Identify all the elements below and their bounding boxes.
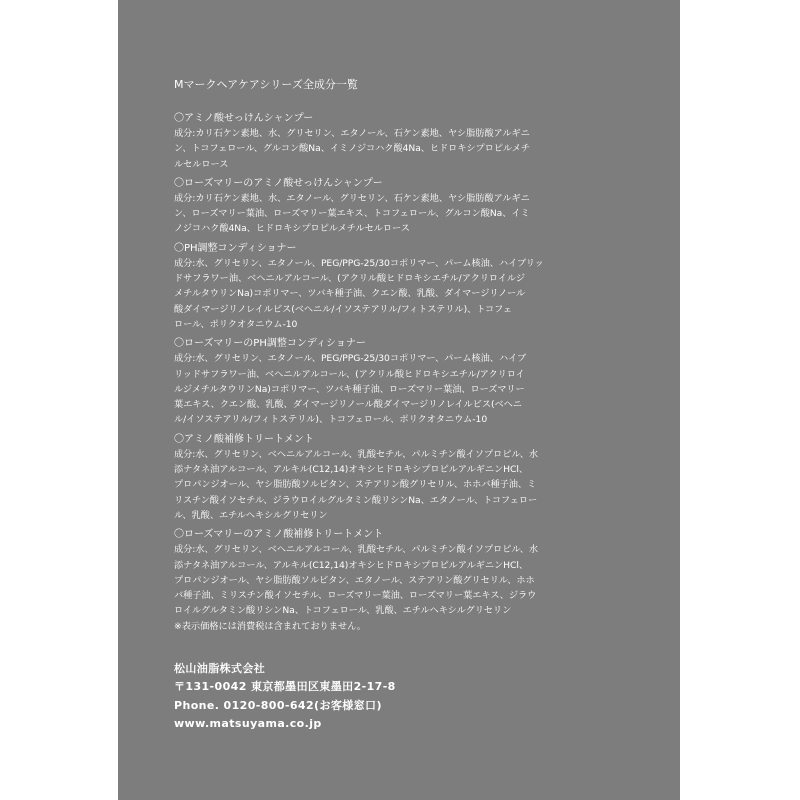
company-info xyxy=(174,660,658,734)
product-heading: 〇ローズマリーのアミノ酸補修トリートメント xyxy=(174,529,384,541)
ingredient-line: 添ナタネ油アルコール、アルキル(C12,14)オキシヒドロキシプロピルアルギニンHCl、 xyxy=(174,464,528,476)
product-section-rosemary-shampoo xyxy=(174,176,658,237)
ingredient-line: ン、トコフェロール、グルコン酸Na、イミノジコハク酸4Na、ヒドロキシプロピルメチ xyxy=(174,143,531,155)
ingredient-list xyxy=(174,126,658,172)
product-section-conditioner xyxy=(174,241,658,332)
ingredient-line: 葉エキス、クエン酸、乳酸、ダイマージリノール酸ダイマージリノレイルビス(ベヘニ xyxy=(174,399,522,411)
ingredient-line: ドサフラワー油、ベヘニルアルコール、(アクリル酸ヒドロキシエチル/アクリロイルジ xyxy=(174,273,525,285)
product-section-rosemary-treatment xyxy=(174,527,658,633)
product-heading: 〇ローズマリーのアミノ酸せっけんシャンプー xyxy=(174,177,383,189)
ingredient-line: リスチン酸イソセチル、ジラウロイルグルタミン酸リシンNa、エタノール、トコフェロー xyxy=(174,494,538,506)
ingredient-line: ルセルロース xyxy=(174,158,229,170)
ingredient-line: プロパンジオール、ヤシ脂肪酸ソルビタン、ステアリン酸グリセリル、ホホバ種子油、ミ xyxy=(174,479,537,491)
company-phone: Phone. 0120-800-642(お客様窓口) xyxy=(174,698,382,712)
ingredient-line: リッドサフラワー油、ベヘニルアルコール、(アクリル酸ヒドロキシエチル/アクリロイ xyxy=(174,368,525,380)
product-heading: 〇アミノ酸せっけんシャンプー xyxy=(174,113,314,124)
product-heading: 〇ローズマリーのPH調整コンディショナー xyxy=(174,338,366,350)
company-website: www.matsuyama.co.jp xyxy=(174,717,322,731)
ingredient-line: ノジコハク酸4Na、ヒドロキシプロピルメチルセルロース xyxy=(174,223,410,235)
ingredient-list xyxy=(174,351,658,427)
ingredient-line: 添ナタネ油アルコール、アルキル(C12,14)オキシヒドロキシプロピルアルギニンHCl、 xyxy=(174,559,528,571)
ingredient-list xyxy=(174,447,658,523)
ingredient-list xyxy=(174,256,658,332)
product-section-treatment xyxy=(174,432,658,523)
ingredient-line: ルジメチルタウリンNa)コポリマー、ツバキ種子油、ローズマリー葉油、ローズマリー xyxy=(174,383,525,395)
product-heading: 〇アミノ酸補修トリートメント xyxy=(174,433,314,445)
ingredient-line: 成分:水、グリセリン、エタノール、PEG/PPG-25/30コポリマー、パーム核油、ハイブ xyxy=(174,353,527,365)
ingredient-list xyxy=(174,542,658,618)
ingredient-line: ル/イソステアリル/フィトステリル)、トコフェロール、ポリクオタニウム-10 xyxy=(174,414,488,426)
product-section-shampoo xyxy=(174,111,658,172)
ingredient-list xyxy=(174,191,658,237)
ingredient-line: メチルタウリンNa)コポリマー、ツバキ種子油、クエン酸、乳酸、ダイマージリノール xyxy=(174,288,526,300)
ingredient-line: 成分:水、グリセリン、ベヘニルアルコール、乳酸セチル、パルミチン酸イソプロピル、水 xyxy=(174,544,539,556)
ingredient-line: ン、ローズマリー葉油、ローズマリー葉エキス、トコフェロール、グルコン酸Na、イミ xyxy=(174,208,530,220)
ingredient-line: プロパンジオール、ヤシ脂肪酸ソルビタン、エタノール、ステアリン酸グリセリル、ホホ xyxy=(174,574,535,586)
ingredient-line: ル、乳酸、エチルヘキシルグリセリン xyxy=(174,509,328,521)
ingredient-line: 成分:カリ石ケン素地、水、エタノール、グリセリン、石ケン素地、ヤシ脂肪酸アルギニ xyxy=(174,192,530,204)
ingredient-line: ロイルグルタミン酸リシンNa、トコフェロール、乳酸、エチルヘキシルグリセリン xyxy=(174,605,512,617)
tax-note: ※表示価格には消費税は含まれておりません。 xyxy=(174,620,366,632)
ingredient-line: 成分:水、グリセリン、エタノール、PEG/PPG-25/30コポリマー、パーム核油、ハイブリッ xyxy=(174,257,544,269)
product-heading: 〇PH調整コンディショナー xyxy=(174,242,297,254)
ingredient-line: バ種子油、ミリスチン酸イソセチル、ローズマリー葉油、ローズマリー葉エキス、ジラウ xyxy=(174,590,537,602)
product-section-rosemary-conditioner xyxy=(174,336,658,427)
ingredient-line: 成分:カリ石ケン素地、水、グリセリン、エタノール、石ケン素地、ヤシ脂肪酸アルギニ xyxy=(174,128,530,139)
page-title: Mマークヘアケアシリーズ全成分一覧 xyxy=(174,78,358,91)
ingredient-line: 酸ダイマージリノレイルビス(ベヘニル/イソステアリル/フィトステリル)、トコフェ xyxy=(174,303,512,315)
company-address: 〒131-0042 東京都墨田区東墨田2-17-8 xyxy=(174,680,396,694)
ingredient-line: ロール、ポリクオタニウム-10 xyxy=(174,318,298,330)
ingredient-panel xyxy=(118,0,680,800)
ingredient-line: 成分:水、グリセリン、ベヘニルアルコール、乳酸セチル、パルミチン酸イソプロピル、水 xyxy=(174,448,539,460)
company-name: 松山油脂株式会社 xyxy=(174,661,266,675)
